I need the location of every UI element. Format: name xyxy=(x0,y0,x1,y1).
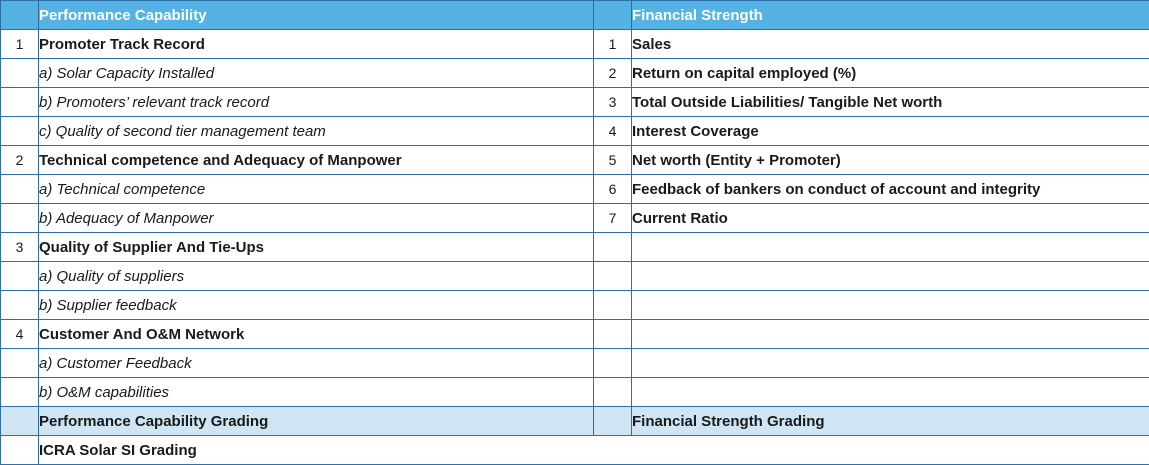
right-row-number: 7 xyxy=(594,204,632,233)
right-row-label xyxy=(632,378,1149,407)
right-row-number xyxy=(594,320,632,349)
final-grading-row xyxy=(1,436,1149,465)
left-row-number xyxy=(1,291,39,320)
left-row-label: a) Customer Feedback xyxy=(39,349,594,378)
header-financial-strength: Financial Strength xyxy=(632,1,1149,30)
right-row-label: Return on capital employed (%) xyxy=(632,59,1149,88)
left-row-number: 1 xyxy=(1,30,39,59)
table-row xyxy=(1,349,1149,378)
left-row-label: b) Adequacy of Manpower xyxy=(39,204,594,233)
right-row-number xyxy=(594,291,632,320)
grading-row xyxy=(1,407,1149,436)
table-row xyxy=(1,88,1149,117)
table-row xyxy=(1,146,1149,175)
header-right-number-spacer xyxy=(594,1,632,30)
left-row-number: 2 xyxy=(1,146,39,175)
left-row-number: 4 xyxy=(1,320,39,349)
right-row-number: 3 xyxy=(594,88,632,117)
left-row-number xyxy=(1,175,39,204)
performance-capability-grading: Performance Capability Grading xyxy=(39,407,594,436)
right-row-number xyxy=(594,262,632,291)
right-row-label: Feedback of bankers on conduct of account and integrity xyxy=(632,175,1149,204)
left-row-number xyxy=(1,204,39,233)
table-row xyxy=(1,59,1149,88)
financial-strength-grading: Financial Strength Grading xyxy=(632,407,1149,436)
right-row-label xyxy=(632,320,1149,349)
right-row-label: Sales xyxy=(632,30,1149,59)
left-row-label: a) Technical competence xyxy=(39,175,594,204)
right-row-label xyxy=(632,262,1149,291)
table-row xyxy=(1,117,1149,146)
header-left-number-spacer xyxy=(1,1,39,30)
right-row-number: 2 xyxy=(594,59,632,88)
left-row-number xyxy=(1,349,39,378)
right-row-number xyxy=(594,378,632,407)
right-row-label: Current Ratio xyxy=(632,204,1149,233)
right-row-number: 5 xyxy=(594,146,632,175)
right-row-number xyxy=(594,349,632,378)
right-row-label xyxy=(632,291,1149,320)
grading-left-spacer xyxy=(1,407,39,436)
table-row xyxy=(1,175,1149,204)
left-row-number xyxy=(1,59,39,88)
table-row xyxy=(1,291,1149,320)
left-row-label: a) Quality of suppliers xyxy=(39,262,594,291)
left-row-number xyxy=(1,88,39,117)
left-row-number: 3 xyxy=(1,233,39,262)
left-row-label: Customer And O&M Network xyxy=(39,320,594,349)
right-row-number: 1 xyxy=(594,30,632,59)
left-row-label: b) O&M capabilities xyxy=(39,378,594,407)
left-row-number xyxy=(1,378,39,407)
left-row-label: c) Quality of second tier management team xyxy=(39,117,594,146)
table-row xyxy=(1,320,1149,349)
icra-solar-si-grading: ICRA Solar SI Grading xyxy=(39,436,1149,465)
right-row-label: Net worth (Entity + Promoter) xyxy=(632,146,1149,175)
left-row-label: Quality of Supplier And Tie-Ups xyxy=(39,233,594,262)
header-performance-capability: Performance Capability xyxy=(39,1,594,30)
right-row-label: Interest Coverage xyxy=(632,117,1149,146)
left-row-label: b) Supplier feedback xyxy=(39,291,594,320)
table-row xyxy=(1,233,1149,262)
left-row-label: b) Promoters’ relevant track record xyxy=(39,88,594,117)
table-row xyxy=(1,378,1149,407)
right-row-label xyxy=(632,349,1149,378)
left-row-number xyxy=(1,117,39,146)
table-row xyxy=(1,262,1149,291)
table-row xyxy=(1,30,1149,59)
right-row-number xyxy=(594,233,632,262)
right-row-number: 6 xyxy=(594,175,632,204)
grading-right-spacer xyxy=(594,407,632,436)
table-header-row xyxy=(1,1,1149,30)
left-row-label: a) Solar Capacity Installed xyxy=(39,59,594,88)
left-row-number xyxy=(1,262,39,291)
left-row-label: Promoter Track Record xyxy=(39,30,594,59)
right-row-label xyxy=(632,233,1149,262)
table-row xyxy=(1,204,1149,233)
right-row-label: Total Outside Liabilities/ Tangible Net worth xyxy=(632,88,1149,117)
left-row-label: Technical competence and Adequacy of Manpower xyxy=(39,146,594,175)
final-left-spacer xyxy=(1,436,39,465)
table-body xyxy=(1,1,1149,465)
right-row-number: 4 xyxy=(594,117,632,146)
